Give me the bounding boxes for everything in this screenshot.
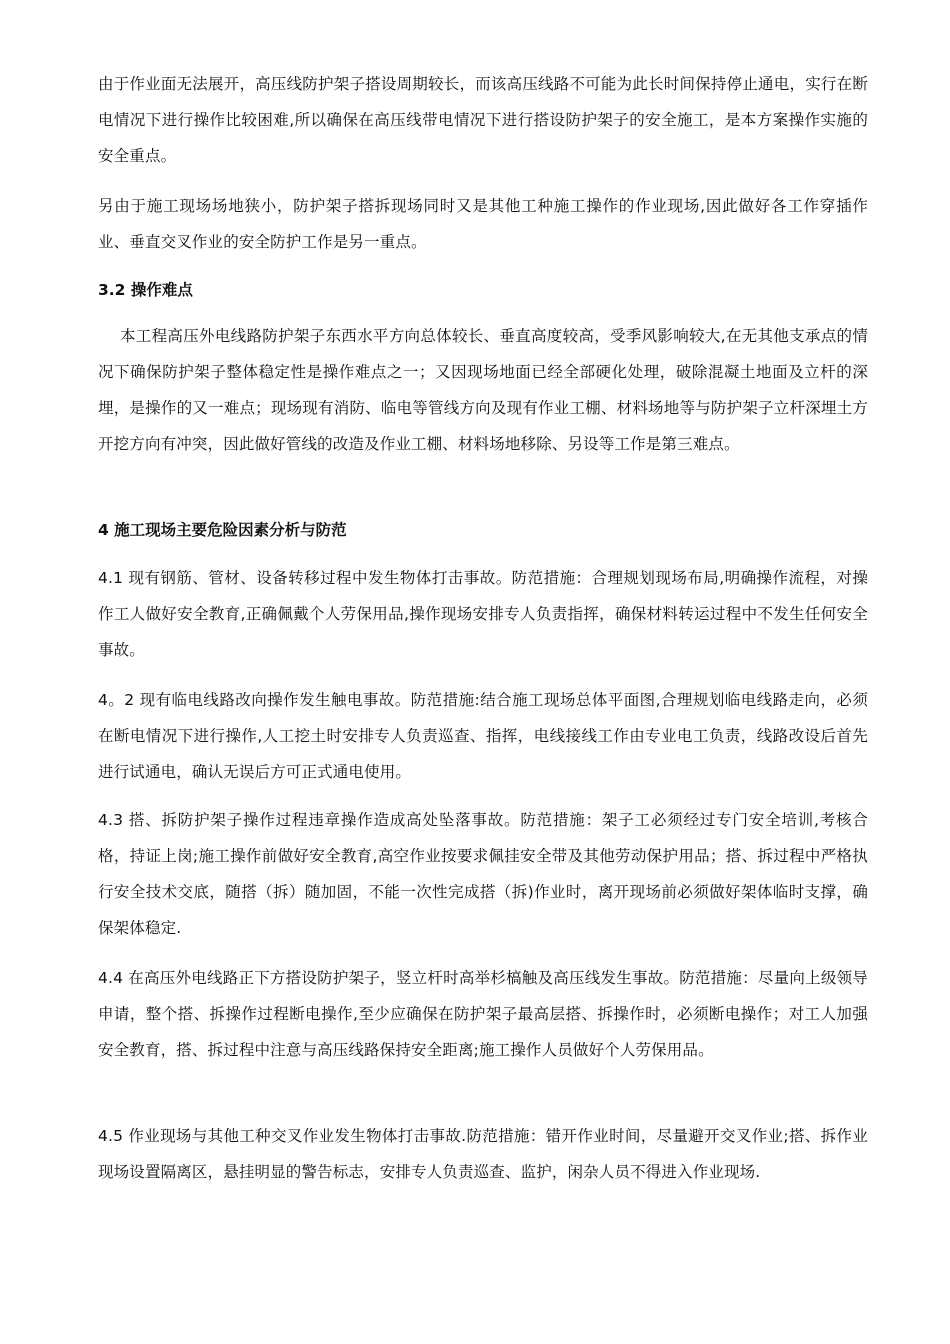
paragraph-4-1: 4.1 现有钢筋、管材、设备转移过程中发生物体打击事故。防范措施：合理规划现场布局,明确操作流程，对操作工人做好安全教育,正确佩戴个人劳保用品,操作现场安排专人负责指挥，确保材料转运过程中不发生任何安全事故。 [98, 569, 868, 659]
paragraph-4-4: 4.4 在高压外电线路正下方搭设防护架子，竖立杆时高举杉槁触及高压线发生事故。防范措施：尽量向上级领导申请，整个搭、拆操作过程断电操作,至少应确保在防护架子最高层搭、拆操作时，必须断电操作；对工人加强安全教育，搭、拆过程中注意与高压线路保持安全距离;施工操作人员做好个人劳保用品。 [98, 969, 868, 1059]
paragraph-safety-focus-high-voltage: 由于作业面无法展开，高压线防护架子搭设周期较长，而该高压线路不可能为此长时间保持停止通电，实行在断电情况下进行操作比较困难,所以确保在高压线带电情况下进行搭设防护架子的安全施工，是本方案操作实施的安全重点。 [98, 75, 868, 165]
paragraph-operation-difficulties: 本工程高压外电线路防护架子东西水平方向总体较长、垂直高度较高，受季风影响较大,在无其他支承点的情况下确保防护架子整体稳定性是操作难点之一；又因现场地面已经全部硬化处理，破除混凝土地面及立杆的深埋，是操作的又一难点；现场现有消防、临电等管线方向及现有作业工棚、材料场地等与防护架子立杆深埋土方开挖方向有冲突，因此做好管线的改造及作业工棚、材料场地移除、另设等工作是第三难点。 [98, 327, 868, 453]
paragraph-safety-focus-cross-operation: 另由于施工现场场地狭小，防护架子搭拆现场同时又是其他工种施工操作的作业现场,因此做好各工作穿插作业、垂直交叉作业的安全防护工作是另一重点。 [98, 197, 868, 251]
section-heading-4: 4 施工现场主要危险因素分析与防范 [98, 521, 347, 539]
paragraph-4-2: 4。2 现有临电线路改向操作发生触电事故。防范措施:结合施工现场总体平面图,合理规划临电线路走向，必须在断电情况下进行操作,人工挖土时安排专人负责巡查、指挥，电线接线工作由专业电工负责，线路改设后首先进行试通电，确认无误后方可正式通电使用。 [98, 691, 868, 781]
paragraph-4-3: 4.3 搭、拆防护架子操作过程违章操作造成高处坠落事故。防范措施：架子工必须经过专门安全培训,考核合格，持证上岗;施工操作前做好安全教育,高空作业按要求佩挂安全带及其他劳动保护用品；搭、拆过程中严格执行安全技术交底，随搭（拆）随加固，不能一次性完成搭（拆)作业时，离开现场前必须做好架体临时支撑，确保架体稳定. [98, 811, 868, 937]
paragraph-4-5: 4.5 作业现场与其他工种交叉作业发生物体打击事故.防范措施：错开作业时间，尽量避开交叉作业;搭、拆作业现场设置隔离区，悬挂明显的警告标志，安排专人负责巡查、监护，闲杂人员不得进入作业现场. [98, 1127, 868, 1181]
section-heading-3-2: 3.2 操作难点 [98, 281, 193, 299]
